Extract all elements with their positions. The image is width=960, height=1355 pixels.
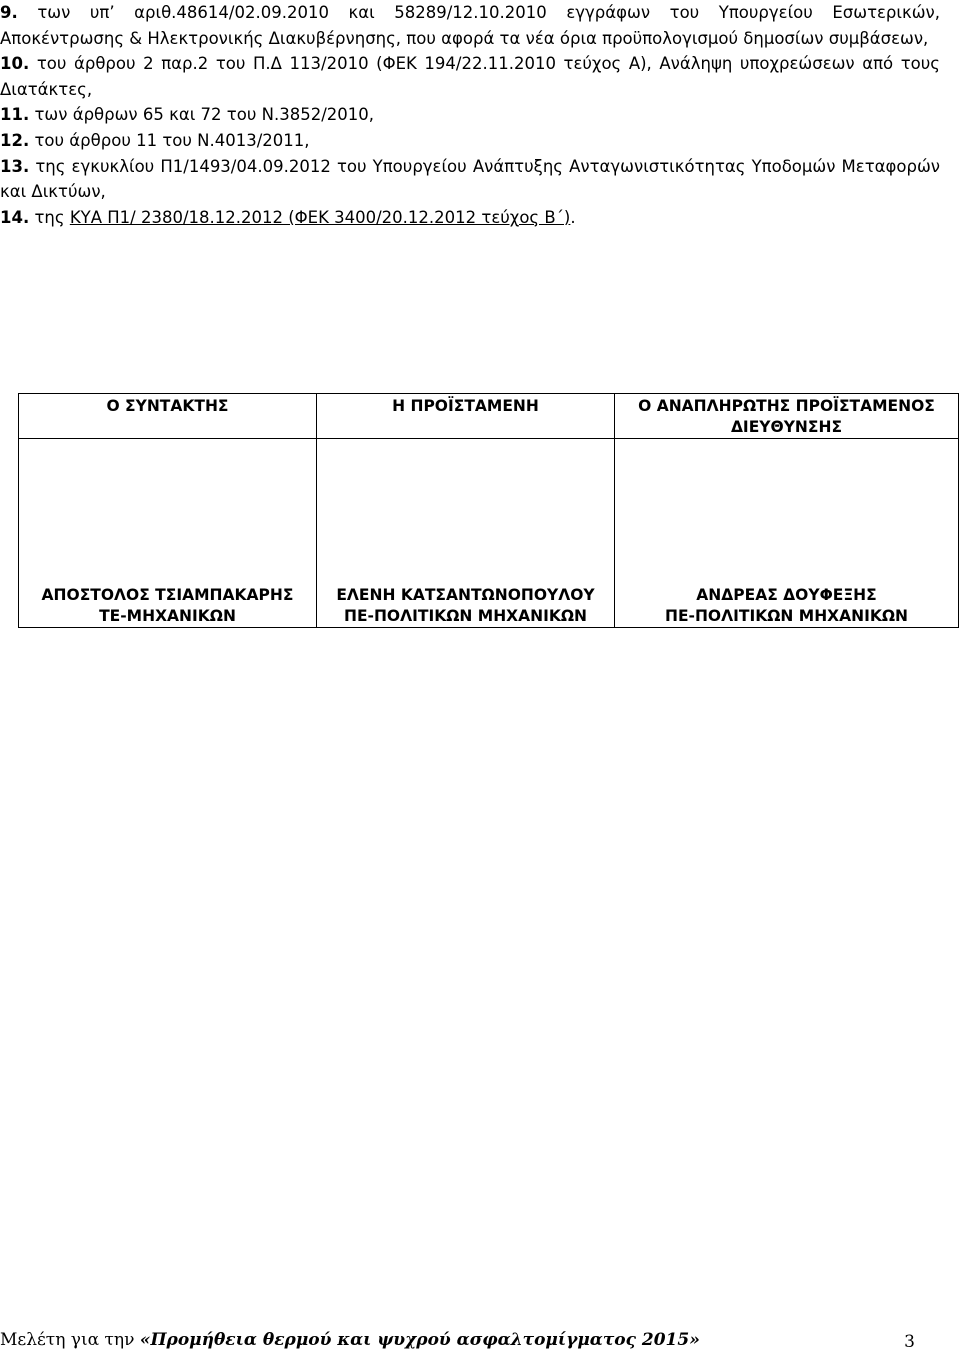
item-number: 10. bbox=[0, 54, 30, 74]
item-text-pre: της bbox=[29, 207, 70, 227]
list-item bbox=[0, 0, 940, 51]
signatory-name: ΕΛΕΝΗ ΚΑΤΣΑΝΤΩΝΟΠΟΥΛΟΥ bbox=[336, 586, 595, 604]
item-text-underlined: ΚΥΑ Π1/ 2380/18.12.2012 (ΦΕΚ 3400/20.12.2012 τεύχος Β΄) bbox=[69, 207, 571, 227]
item-number: 13. bbox=[0, 156, 30, 176]
signature-cell bbox=[317, 439, 615, 628]
list-item bbox=[0, 51, 940, 102]
item-text: του άρθρου 2 παρ.2 του Π.Δ 113/2010 (ΦΕΚ 194/22.11.2010 τεύχος Α), Ανάληψη υποχρεώσεων από τους Διατάκτες, bbox=[0, 54, 940, 99]
signatures-header-row bbox=[19, 394, 959, 439]
list-item bbox=[0, 102, 940, 128]
list-item bbox=[0, 128, 940, 154]
signatory-title: ΤΕ-ΜΗΧΑΝΙΚΩΝ bbox=[99, 607, 236, 625]
item-text: της εγκυκλίου Π1/1493/04.09.2012 του Υπουργείου Ανάπτυξης Ανταγωνιστικότητας Υποδομών Μεταφορών και Δικτύων, bbox=[0, 156, 940, 202]
page-number: 3 bbox=[904, 1332, 915, 1352]
signatures-names-row bbox=[19, 439, 959, 628]
item-number: 9. bbox=[0, 3, 18, 22]
signature-cell bbox=[615, 439, 959, 628]
signatory-name: ΑΠΟΣΤΟΛΟΣ ΤΣΙΑΜΠΑΚΑΡΗΣ bbox=[41, 586, 294, 604]
signature-role-deputy-director: Ο ΑΝΑΠΛΗΡΩΤΗΣ ΠΡΟΪΣΤΑΜΕΝΟΣ ΔΙΕΥΘΥΝΣΗΣ bbox=[615, 394, 959, 439]
signature-cell bbox=[19, 439, 317, 628]
list-item bbox=[0, 154, 940, 205]
item-text: των υπ’ αριθ.48614/02.09.2010 και 58289/12.10.2010 εγγράφων του Υπουργείου Εσωτερικών, Αποκέντρωσης & Ηλεκτρονικής Διακυβέρνησης, που αφορά τα νέα όρια προϋπολογισμού δημοσίων συμβάσεων, bbox=[0, 3, 940, 48]
item-text-post: . bbox=[570, 207, 576, 227]
signature-role-author: Ο ΣΥΝΤΑΚΤΗΣ bbox=[19, 394, 317, 439]
signatory-title: ΠΕ-ΠΟΛΙΤΙΚΩΝ ΜΗΧΑΝΙΚΩΝ bbox=[664, 607, 909, 625]
signatory-name: ΑΝΔΡΕΑΣ ΔΟΥΦΕΞΗΣ bbox=[696, 586, 877, 604]
signatory-title: ΠΕ-ΠΟΛΙΤΙΚΩΝ ΜΗΧΑΝΙΚΩΝ bbox=[343, 607, 588, 625]
page-footer bbox=[0, 1330, 915, 1354]
item-number: 11. bbox=[0, 105, 30, 125]
footer-prefix: Μελέτη για την bbox=[0, 1330, 140, 1350]
item-text: των άρθρων 65 και 72 του Ν.3852/2010, bbox=[29, 105, 374, 125]
item-text: του άρθρου 11 του Ν.4013/2011, bbox=[29, 130, 310, 150]
footer-study-title: «Προμήθεια θερμού και ψυχρού ασφαλτομίγματος 2015» bbox=[139, 1330, 700, 1350]
signature-role-head: Η ΠΡΟΪΣΤΑΜΕΝΗ bbox=[317, 394, 615, 439]
signatures-table bbox=[18, 393, 959, 628]
list-item bbox=[0, 205, 940, 231]
item-number: 14. bbox=[0, 207, 30, 227]
legal-references-list bbox=[0, 0, 940, 230]
item-number: 12. bbox=[0, 130, 30, 150]
